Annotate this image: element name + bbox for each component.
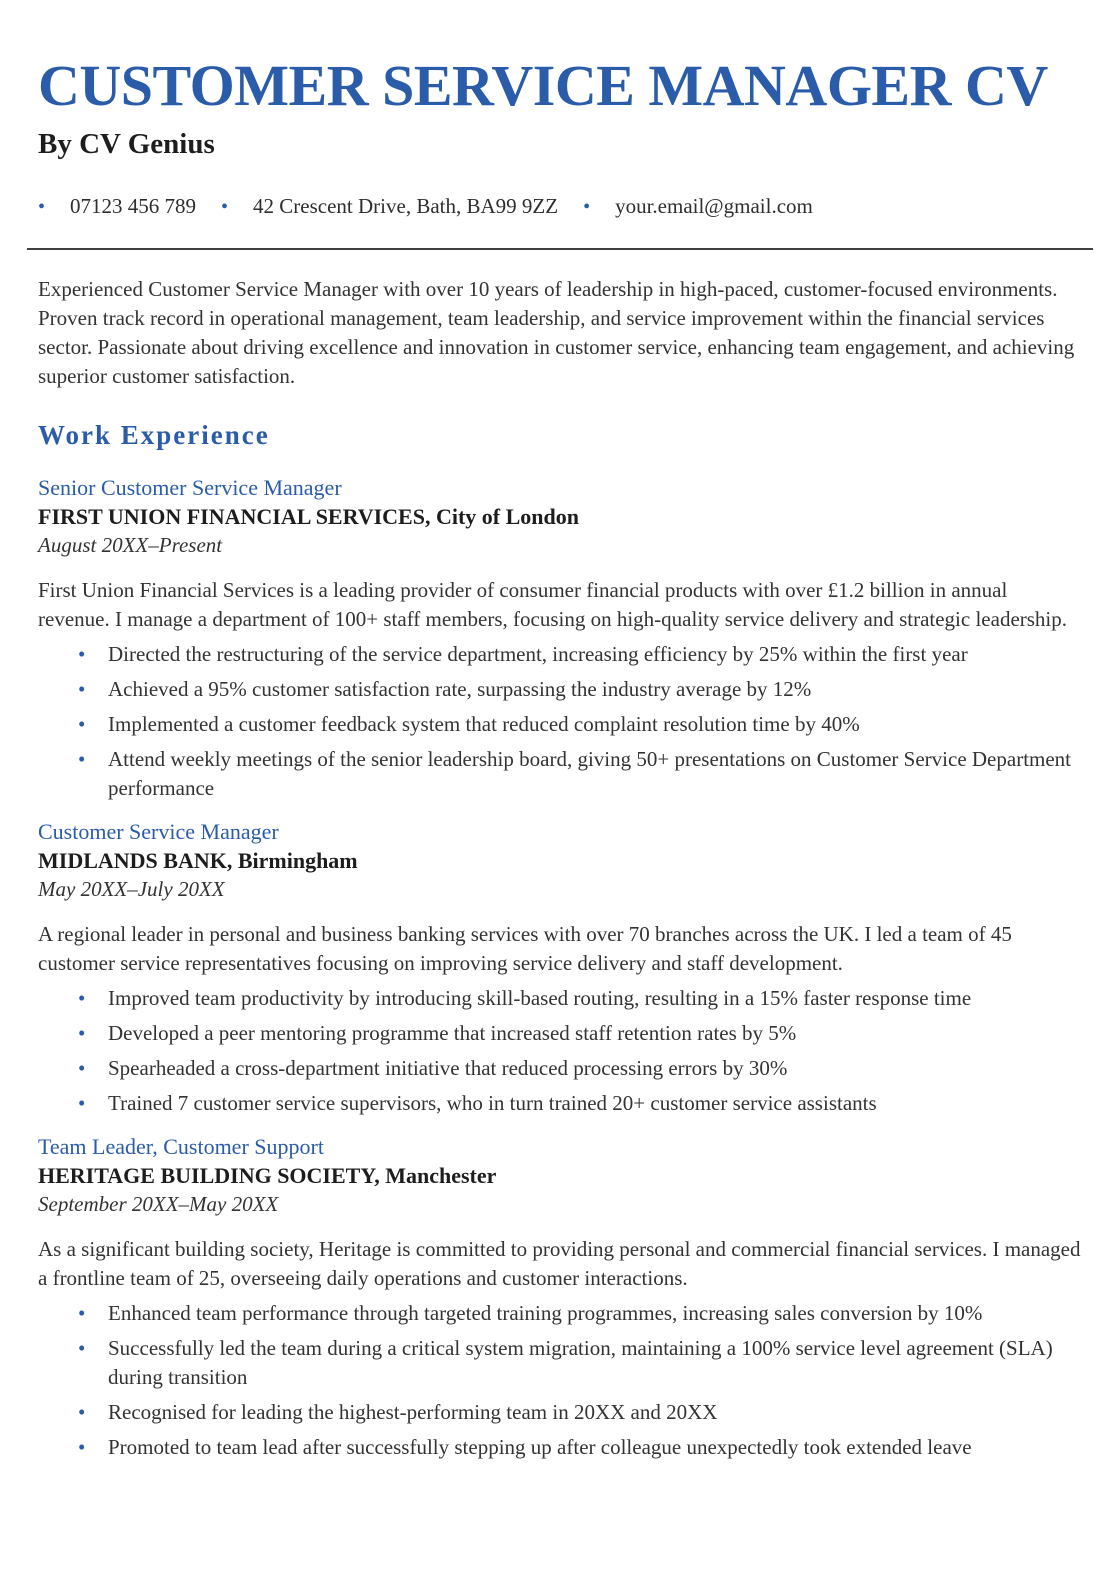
summary-paragraph: Experienced Customer Service Manager with over 10 years of leadership in high-paced, customer-focused environments. Proven track record in operational management, team leadership, and service improvement within the financial services sector. Passionate about driving excellence and innovation in customer service, enhancing team engagement, and achieving superior customer satisfaction. xyxy=(38,277,1075,388)
job-company: MIDLANDS BANK, Birmingham xyxy=(38,848,358,873)
job-bullet: • Directed the restructuring of the service department, increasing efficiency by 25% within the first year xyxy=(78,640,1082,669)
job-dates: May 20XX–July 20XX xyxy=(38,877,225,901)
contact-address: 42 Crescent Drive, Bath, BA99 9ZZ xyxy=(253,194,559,218)
job-list xyxy=(38,473,1082,1462)
job-bullet: • Promoted to team lead after successfully stepping up after colleague unexpectedly took extended leave xyxy=(78,1433,1082,1462)
job-dates: September 20XX–May 20XX xyxy=(38,1192,279,1216)
job-company: HERITAGE BUILDING SOCIETY, Manchester xyxy=(38,1163,497,1188)
job-entry xyxy=(38,473,1082,803)
cv-header xyxy=(38,54,1082,222)
job-bullet: • Spearheaded a cross-department initiative that reduced processing errors by 30% xyxy=(78,1054,1082,1083)
bullet-separator-icon: • xyxy=(38,196,46,218)
contact-phone: 07123 456 789 xyxy=(70,194,197,218)
job-bullet-list xyxy=(38,984,1082,1118)
page-title: CUSTOMER SERVICE MANAGER CV xyxy=(38,53,1048,118)
job-bullet: • Developed a peer mentoring programme that increased staff retention rates by 5% xyxy=(78,1019,1082,1048)
job-bullet: • Successfully led the team during a critical system migration, maintaining a 100% service level agreement (SLA) during transition xyxy=(78,1334,1082,1392)
job-bullet-list xyxy=(38,640,1082,803)
job-title: Team Leader, Customer Support xyxy=(38,1134,324,1159)
job-title: Senior Customer Service Manager xyxy=(38,475,342,500)
job-entry xyxy=(38,1132,1082,1462)
bullet-separator-icon: • xyxy=(221,196,229,218)
header-divider xyxy=(27,248,1093,250)
job-bullet: • Achieved a 95% customer satisfaction rate, surpassing the industry average by 12% xyxy=(78,675,1082,704)
job-description: First Union Financial Services is a leading provider of consumer financial products with over £1.2 billion in annual revenue. I manage a department of 100+ staff members, focusing on high-quality service delivery and strategic leadership. xyxy=(38,578,1068,631)
job-bullet: • Trained 7 customer service supervisors, who in turn trained 20+ customer service assistants xyxy=(78,1089,1082,1118)
contact-item-address xyxy=(221,192,558,222)
contact-item-phone xyxy=(38,192,196,222)
job-bullet: • Implemented a customer feedback system that reduced complaint resolution time by 40% xyxy=(78,710,1082,739)
contact-row xyxy=(38,192,1082,222)
job-description: A regional leader in personal and business banking services with over 70 branches across the UK. I led a team of 45 customer service representatives focusing on improving service delivery and staff development. xyxy=(38,922,1012,975)
byline: By CV Genius xyxy=(38,128,215,160)
job-bullet: • Enhanced team performance through targeted training programmes, increasing sales conversion by 10% xyxy=(78,1299,1082,1328)
bullet-separator-icon: • xyxy=(583,196,591,218)
job-title: Customer Service Manager xyxy=(38,819,279,844)
contact-item-email xyxy=(583,192,813,222)
job-dates: August 20XX–Present xyxy=(38,533,223,557)
contact-email: your.email@gmail.com xyxy=(615,194,813,218)
job-bullet: • Improved team productivity by introducing skill-based routing, resulting in a 15% faster response time xyxy=(78,984,1082,1013)
job-bullet: • Attend weekly meetings of the senior leadership board, giving 50+ presentations on Customer Service Department performance xyxy=(78,745,1082,803)
job-description: As a significant building society, Heritage is committed to providing personal and commercial financial services. I managed a frontline team of 25, overseeing daily operations and customer interactions. xyxy=(38,1237,1081,1290)
job-company: FIRST UNION FINANCIAL SERVICES, City of London xyxy=(38,504,579,529)
job-entry xyxy=(38,817,1082,1118)
job-bullet-list xyxy=(38,1299,1082,1462)
section-heading-work-experience: Work Experience xyxy=(38,420,270,450)
job-bullet: • Recognised for leading the highest-performing team in 20XX and 20XX xyxy=(78,1398,1082,1427)
